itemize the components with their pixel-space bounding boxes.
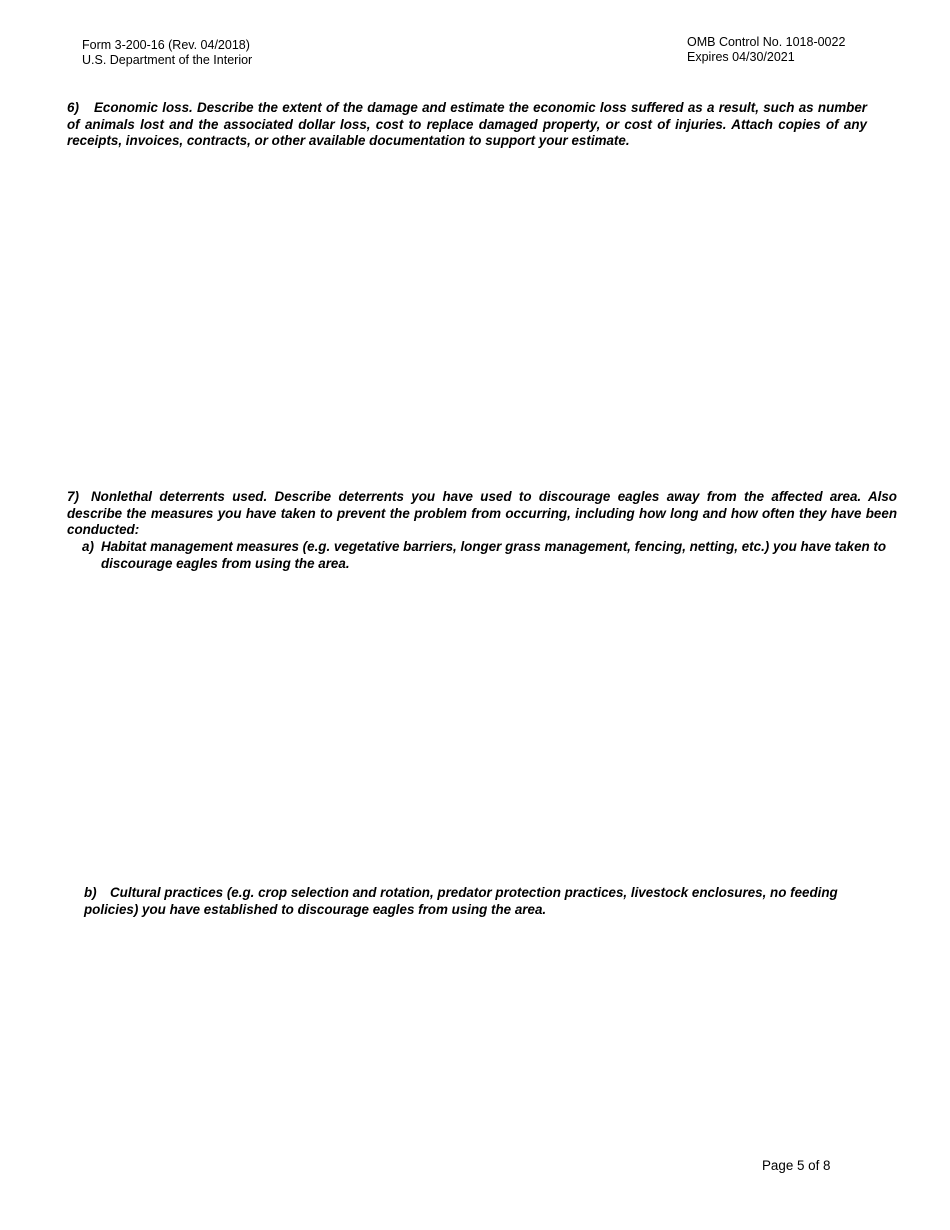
question-7a	[82, 539, 891, 572]
form-header-right	[687, 35, 845, 65]
expiration-date: Expires 04/30/2021	[687, 50, 795, 64]
question-7-number: 7)	[67, 489, 79, 504]
page-number: Page 5 of 8	[762, 1158, 831, 1173]
question-6-text: Economic loss. Describe the extent of the damage and estimate the economic loss suffered as a result, such as number of animals lost and the associated dollar loss, cost to replace damaged property, or cost of injuries. Attach copies of any receipts, invoices, contracts, or other available documentation to support your estimate.	[67, 100, 867, 148]
question-7	[67, 489, 897, 539]
question-7b-label: b)	[84, 885, 97, 900]
question-7a-text: Habitat management measures (e.g. vegetative barriers, longer grass management, fencing, netting, etc.) you have taken to discourage eagles from using the area.	[101, 539, 887, 571]
question-7a-label: a)	[82, 539, 94, 554]
question-7b-text: Cultural practices (e.g. crop selection and rotation, predator protection practices, livestock enclosures, no feeding policies) you have established to discourage eagles from using the area.	[84, 885, 838, 917]
question-6-number: 6)	[67, 100, 79, 115]
question-6	[67, 100, 867, 150]
question-7-text: Nonlethal deterrents used. Describe deterrents you have used to discourage eagles away from the affected area. Also describe the measures you have taken to prevent the problem from occurring, including how long and how often they have been conducted:	[67, 489, 897, 537]
question-7b	[84, 885, 874, 918]
form-header-left	[82, 38, 252, 68]
department-name: U.S. Department of the Interior	[82, 53, 253, 67]
omb-control-number: OMB Control No. 1018-0022	[687, 35, 846, 49]
form-number: Form 3-200-16 (Rev. 04/2018)	[82, 38, 250, 52]
